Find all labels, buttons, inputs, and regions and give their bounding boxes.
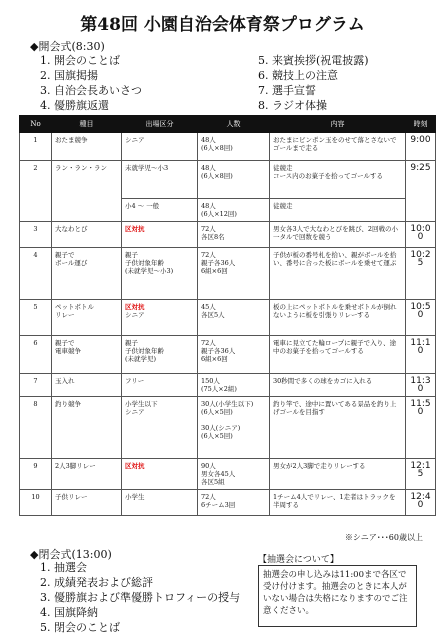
cell-division: [122, 133, 198, 161]
cell-line: 48人: [201, 202, 216, 210]
cell-event: [52, 336, 122, 374]
cell-line: 5: [33, 303, 38, 311]
cell-line: 大なわとび: [55, 225, 88, 233]
cell-event: [52, 459, 122, 490]
cell-line: 親子で: [55, 251, 75, 259]
cell-line: 6組×6回: [201, 355, 228, 363]
cell-count: [198, 248, 270, 300]
cell-line: 親子各36人: [201, 259, 236, 267]
cell-content: [270, 336, 406, 374]
cell-division: [122, 397, 198, 459]
cell-line: 12:15: [410, 461, 431, 479]
cell-division: [122, 336, 198, 374]
cell-no: [20, 490, 52, 516]
cell-line: 電車競争: [55, 347, 81, 355]
cell-content: [270, 222, 406, 248]
cell-line: 10: [31, 493, 40, 501]
cell-line: 8: [33, 400, 38, 408]
cell-line: 男女各45人: [201, 470, 236, 478]
table-row: [20, 336, 436, 374]
cell-line: 7: [33, 377, 38, 385]
table-row: [20, 490, 436, 516]
table-row: [20, 374, 436, 397]
cell-line: 45人: [201, 303, 216, 311]
cell-division: [122, 374, 198, 397]
cell-line: ペットボトル: [55, 303, 94, 311]
cell-no: [20, 300, 52, 336]
cell-no: [20, 222, 52, 248]
cell-count: [198, 397, 270, 459]
cell-division: [122, 490, 198, 516]
cell-line: (6人×8回): [201, 144, 233, 152]
table-row: [20, 161, 436, 199]
cell-line: 11:10: [410, 338, 431, 356]
cell-count: [198, 336, 270, 374]
table-row: [20, 459, 436, 490]
cell-no: [20, 374, 52, 397]
cell-line: シニア: [125, 311, 145, 319]
header-event: 種目: [52, 116, 122, 133]
table-row: [20, 397, 436, 459]
cell-division: [122, 459, 198, 490]
cell-count: [198, 199, 270, 222]
cell-line: (6人×8回): [201, 172, 233, 180]
cell-line: (6人×5回): [201, 408, 233, 416]
cell-line: 板の上にペットボトルを乗せボトルが倒れないように板を引張りリレーする: [273, 303, 397, 319]
cell-line: 親子で: [55, 339, 75, 347]
cell-line: 9: [33, 462, 38, 470]
cell-count: [198, 222, 270, 248]
cell-line: 徒競走: [273, 164, 293, 172]
cell-line: 72人: [201, 225, 216, 233]
cell-content: [270, 300, 406, 336]
cell-no: [20, 248, 52, 300]
cell-count: [198, 133, 270, 161]
cell-line: 90人: [201, 462, 216, 470]
cell-line: 子供対象年齢: [125, 347, 164, 355]
cell-line: (未就学児): [125, 355, 157, 363]
header-count: 人数: [198, 116, 270, 133]
closing-list: [40, 560, 240, 635]
cell-line: 9:00: [410, 135, 431, 145]
cell-event: [52, 490, 122, 516]
cell-line: シニア: [125, 408, 145, 416]
cell-no: [20, 459, 52, 490]
cell-line: 6組×6回: [201, 267, 228, 275]
cell-time: [406, 336, 436, 374]
cell-line: 9:25: [410, 163, 431, 173]
cell-line: 6: [33, 339, 38, 347]
cell-count: [198, 490, 270, 516]
opening-item: 4. 優勝旗返還: [40, 99, 109, 112]
cell-line: 区対抗: [125, 303, 145, 311]
cell-event: [52, 397, 122, 459]
cell-line: 30人(シニア): [201, 424, 241, 432]
cell-count: [198, 161, 270, 199]
cell-line: 12:40: [410, 492, 431, 510]
cell-line: 11:50: [410, 399, 431, 417]
cell-content: [270, 248, 406, 300]
opening-list-left: [40, 53, 142, 113]
closing-item: 3. 優勝旗および準優勝トロフィーの授与: [40, 591, 241, 604]
closing-item: 5. 閉会のことば: [40, 621, 120, 634]
cell-line: 親子各36人: [201, 347, 236, 355]
cell-line: おたま競争: [55, 136, 88, 144]
cell-line: (6人×12回): [201, 210, 237, 218]
header-content: 内容: [270, 116, 406, 133]
cell-content: [270, 161, 406, 199]
cell-event: [52, 133, 122, 161]
cell-event: [52, 374, 122, 397]
cell-content: [270, 374, 406, 397]
cell-line: 各区5人: [201, 311, 225, 319]
cell-content: [270, 490, 406, 516]
cell-line: 男女が2人3脚で走りリレーする: [273, 462, 366, 470]
table-row: [20, 300, 436, 336]
table-row: [20, 133, 436, 161]
cell-division: [122, 222, 198, 248]
opening-list-right: [258, 53, 369, 113]
cell-line: 10:25: [410, 250, 431, 268]
cell-line: 1チーム4人でリレー、1走者はトラックを半周する: [273, 493, 396, 509]
cell-line: 男女各3人で大なわとびを跳び、2回戦の小一タルで回数を競う: [273, 225, 399, 241]
cell-time: [406, 248, 436, 300]
cell-line: [201, 416, 203, 424]
cell-line: 小4 ～ 一般: [125, 202, 160, 210]
cell-line: 2: [33, 164, 38, 172]
header-no: No: [20, 116, 52, 133]
table-header-row: [20, 116, 436, 133]
cell-line: (75人×2組): [201, 385, 237, 393]
cell-time: [406, 161, 436, 222]
senior-note: ※シニア･･･60歳以上: [344, 533, 423, 542]
cell-content: [270, 133, 406, 161]
cell-line: 電車に見立てた輪ロープに親子で入り、途中のお菓子を拾ってゴールする: [273, 339, 397, 355]
lottery-text: 抽選会の申し込みは11:00まで各区で受け付けます。抽選会のときに本人がいない場合は失格になりますのでご注意ください。: [263, 570, 408, 616]
cell-line: 72人: [201, 251, 216, 259]
opening-item: 7. 選手宣誓: [258, 84, 316, 97]
cell-time: [406, 490, 436, 516]
cell-line: シニア: [125, 136, 145, 144]
opening-item: 1. 開会のことば: [40, 54, 120, 67]
table-row: [20, 222, 436, 248]
cell-event: [52, 161, 122, 222]
cell-division: [122, 248, 198, 300]
cell-line: 親子: [125, 339, 138, 347]
cell-event: [52, 248, 122, 300]
cell-line: 徒競走: [273, 202, 293, 210]
cell-line: 30秒間で多くの球をカゴに入れる: [273, 377, 373, 385]
cell-time: [406, 374, 436, 397]
cell-line: 3: [33, 225, 38, 233]
cell-line: 11:30: [410, 376, 431, 394]
cell-division: [122, 199, 198, 222]
cell-time: [406, 459, 436, 490]
cell-content: [270, 397, 406, 459]
cell-line: 4: [33, 251, 38, 259]
cell-no: [20, 336, 52, 374]
cell-count: [198, 459, 270, 490]
opening-heading: ◆開会式(8:30): [30, 40, 105, 53]
cell-line: 72人: [201, 339, 216, 347]
cell-no: [20, 133, 52, 161]
cell-line: コース内のお菓子を拾ってゴールする: [273, 172, 384, 180]
cell-line: 小学生以下: [125, 400, 158, 408]
cell-no: [20, 397, 52, 459]
cell-line: 各区5組: [201, 478, 225, 486]
cell-count: [198, 374, 270, 397]
opening-item: 8. ラジオ体操: [258, 99, 327, 112]
opening-item: 2. 国旗掲揚: [40, 69, 98, 82]
cell-division: [122, 161, 198, 199]
cell-line: おたまにピンポン玉をのせて落とさないでゴールまで走る: [273, 136, 397, 152]
table-row: [20, 248, 436, 300]
cell-time: [406, 397, 436, 459]
cell-line: (未就学児～小3): [125, 267, 174, 275]
cell-line: フリー: [125, 377, 145, 385]
cell-line: 150人: [201, 377, 220, 385]
cell-line: 区対抗: [125, 462, 145, 470]
cell-line: ボール運び: [55, 259, 88, 267]
program-table: [19, 115, 436, 516]
lottery-title: 【抽選会について】: [258, 555, 339, 565]
lottery-box: [258, 565, 417, 627]
opening-item: 5. 来賓挨拶(祝電披露): [258, 54, 369, 67]
cell-time: [406, 300, 436, 336]
cell-line: 72人: [201, 493, 216, 501]
page-title: 第48回 小園自治会体育祭プログラム: [80, 15, 365, 35]
cell-content: [270, 199, 406, 222]
cell-line: 2人3脚リレー: [55, 462, 96, 470]
cell-line: 48人: [201, 136, 216, 144]
cell-line: リレー: [55, 311, 75, 319]
cell-line: 玉入れ: [55, 377, 75, 385]
cell-line: 親子: [125, 251, 138, 259]
cell-no: [20, 161, 52, 222]
cell-line: 未就学児～小3: [125, 164, 169, 172]
cell-line: (6人×5回): [201, 432, 233, 440]
cell-line: 子供対象年齢: [125, 259, 164, 267]
cell-line: 30人(小学生以下): [201, 400, 254, 408]
closing-item: 4. 国旗降納: [40, 606, 98, 619]
cell-event: [52, 222, 122, 248]
cell-time: [406, 133, 436, 161]
cell-event: [52, 300, 122, 336]
header-division: 出場区分: [122, 116, 198, 133]
cell-time: [406, 222, 436, 248]
cell-line: 子供が板の番号札を拾い、親がボールを拾い、番号に合った板にボールを乗せて運ぶ: [273, 251, 397, 267]
cell-count: [198, 300, 270, 336]
cell-line: 子供リレー: [55, 493, 88, 501]
cell-line: 48人: [201, 164, 216, 172]
opening-item: 6. 競技上の注意: [258, 69, 338, 82]
closing-item: 2. 成績発表および総評: [40, 576, 153, 589]
cell-line: 1: [33, 136, 38, 144]
closing-item: 1. 抽選会: [40, 561, 87, 574]
cell-line: 10:00: [410, 224, 431, 242]
cell-line: 各区8名: [201, 233, 225, 241]
header-time: 時刻: [406, 116, 436, 133]
cell-line: 10:50: [410, 302, 431, 320]
cell-line: 6チーム3回: [201, 501, 236, 509]
cell-line: 釣り競争: [55, 400, 81, 408]
cell-content: [270, 459, 406, 490]
cell-line: 小学生: [125, 493, 145, 501]
cell-line: 釣り竿で、途中に置いてある景品を釣り上げゴールを目指す: [273, 400, 397, 416]
cell-line: 区対抗: [125, 225, 145, 233]
opening-item: 3. 自治会長あいさつ: [40, 84, 142, 97]
cell-division: [122, 300, 198, 336]
closing-heading: ◆閉会式(13:00): [30, 548, 112, 561]
cell-line: ラン・ラン・ラン: [55, 164, 107, 172]
